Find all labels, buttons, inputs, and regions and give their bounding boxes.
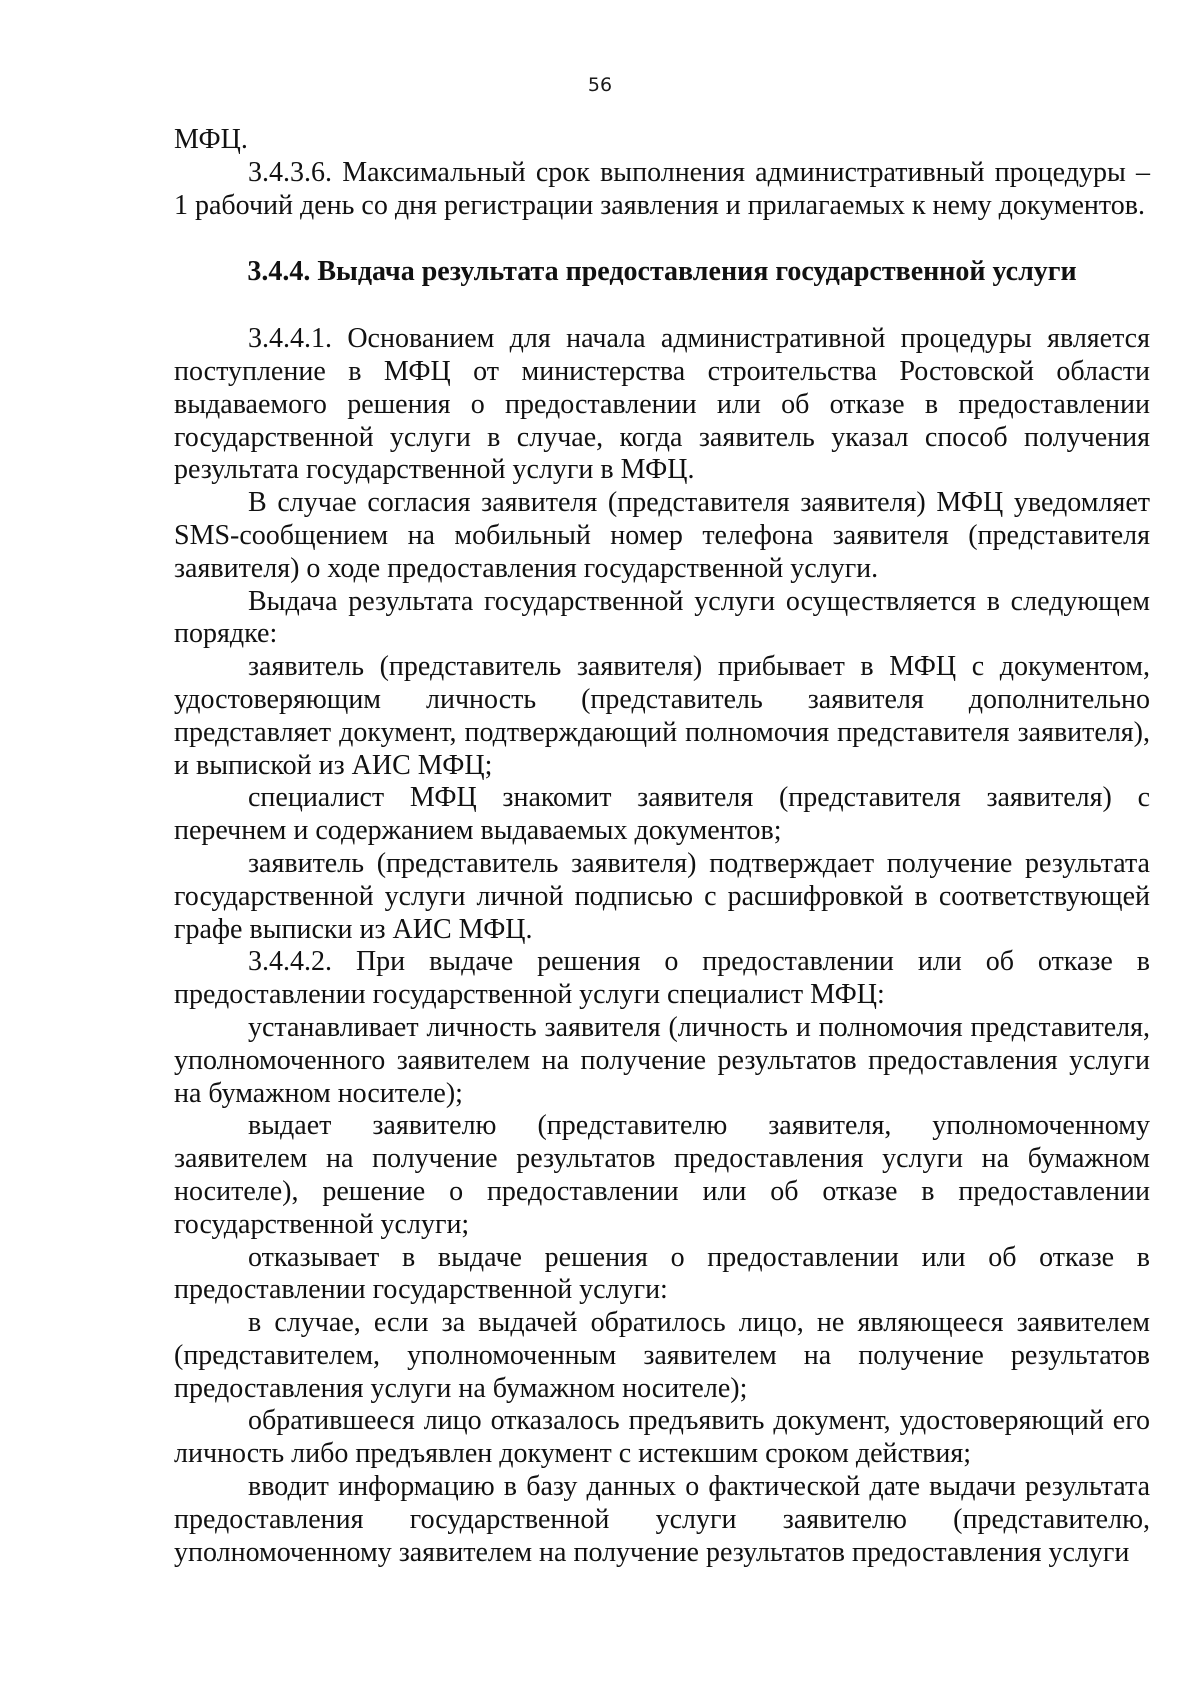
paragraph-issue-order: Выдача результата государственной услуги осуществляется в следующем порядке: xyxy=(174,585,1150,650)
list-item-arrival: заявитель (представитель заявителя) прибывает в МФЦ с документом, удостоверяющим личность (представитель заявителя дополнительно представляет документ, подтверждающий полномочия представителя заявителя), и выпиской из АИС МФЦ; xyxy=(174,651,1150,781)
paragraph-sms-notice: В случае согласия заявителя (представителя заявителя) МФЦ уведомляет SMS-сообщением на мобильный номер телефона заявителя (представителя заявителя) о ходе предоставления государственной услуги. xyxy=(174,487,1150,584)
paragraph-3-4-3-6: 3.4.3.6. Максимальный срок выполнения административный процедуры – 1 рабочий день со дня регистрации заявления и прилагаемых к нему документов. xyxy=(174,156,1150,221)
page-number: 56 xyxy=(587,74,613,96)
section-heading: 3.4.4. Выдача результата предоставления государственной услуги xyxy=(247,256,1077,288)
list-item-issue: выдает заявителю (представителю заявителя, уполномоченному заявителем на получение результатов предоставления услуги на бумажном носителе), решение о предоставлении или об отказе в предоставлении государственной услуги; xyxy=(174,1110,1150,1240)
paragraph-continuation: МФЦ. xyxy=(174,124,248,155)
list-item-refuse: отказывает в выдаче решения о предоставлении или об отказе в предоставлении государственной услуги: xyxy=(174,1241,1150,1306)
paragraph-3-4-4-2: 3.4.4.2. При выдаче решения о предоставлении или об отказе в предоставлении государственной услуги специалист МФЦ: xyxy=(174,946,1150,1011)
document-body xyxy=(174,124,1150,1569)
list-item-enter-info: вводит информацию в базу данных о фактической дате выдачи результата предоставления государственной услуги заявителю (представителю, уполномоченному заявителем на получение результатов предоставления услуги xyxy=(174,1471,1150,1568)
list-item-refuse-case-1: в случае, если за выдачей обратилось лицо, не являющееся заявителем (представителем, уполномоченным заявителем на получение результатов предоставления услуги на бумажном носителе); xyxy=(174,1307,1150,1404)
list-item-confirm: заявитель (представитель заявителя) подтверждает получение результата государственной услуги личной подписью с расшифровкой в соответствующей графе выписки из АИС МФЦ. xyxy=(174,847,1150,945)
list-item-identify: устанавливает личность заявителя (личность и полномочия представителя, уполномоченного заявителем на получение результатов предоставления услуги на бумажном носителе); xyxy=(174,1011,1150,1109)
list-item-introduce: специалист МФЦ знакомит заявителя (представителя заявителя) с перечнем и содержанием выдаваемых документов; xyxy=(174,782,1150,847)
list-item-refuse-case-2: обратившееся лицо отказалось предъявить документ, удостоверяющий его личность либо предъявлен документ с истекшим сроком действия; xyxy=(174,1405,1150,1470)
paragraph-3-4-4-1: 3.4.4.1. Основанием для начала административной процедуры является поступление в МФЦ от министерства строительства Ростовской области выдаваемого решения о предоставлении или об отказе в предоставлении государственной услуги в случае, когда заявитель указал способ получения результата государственной услуги в МФЦ. xyxy=(174,323,1150,486)
